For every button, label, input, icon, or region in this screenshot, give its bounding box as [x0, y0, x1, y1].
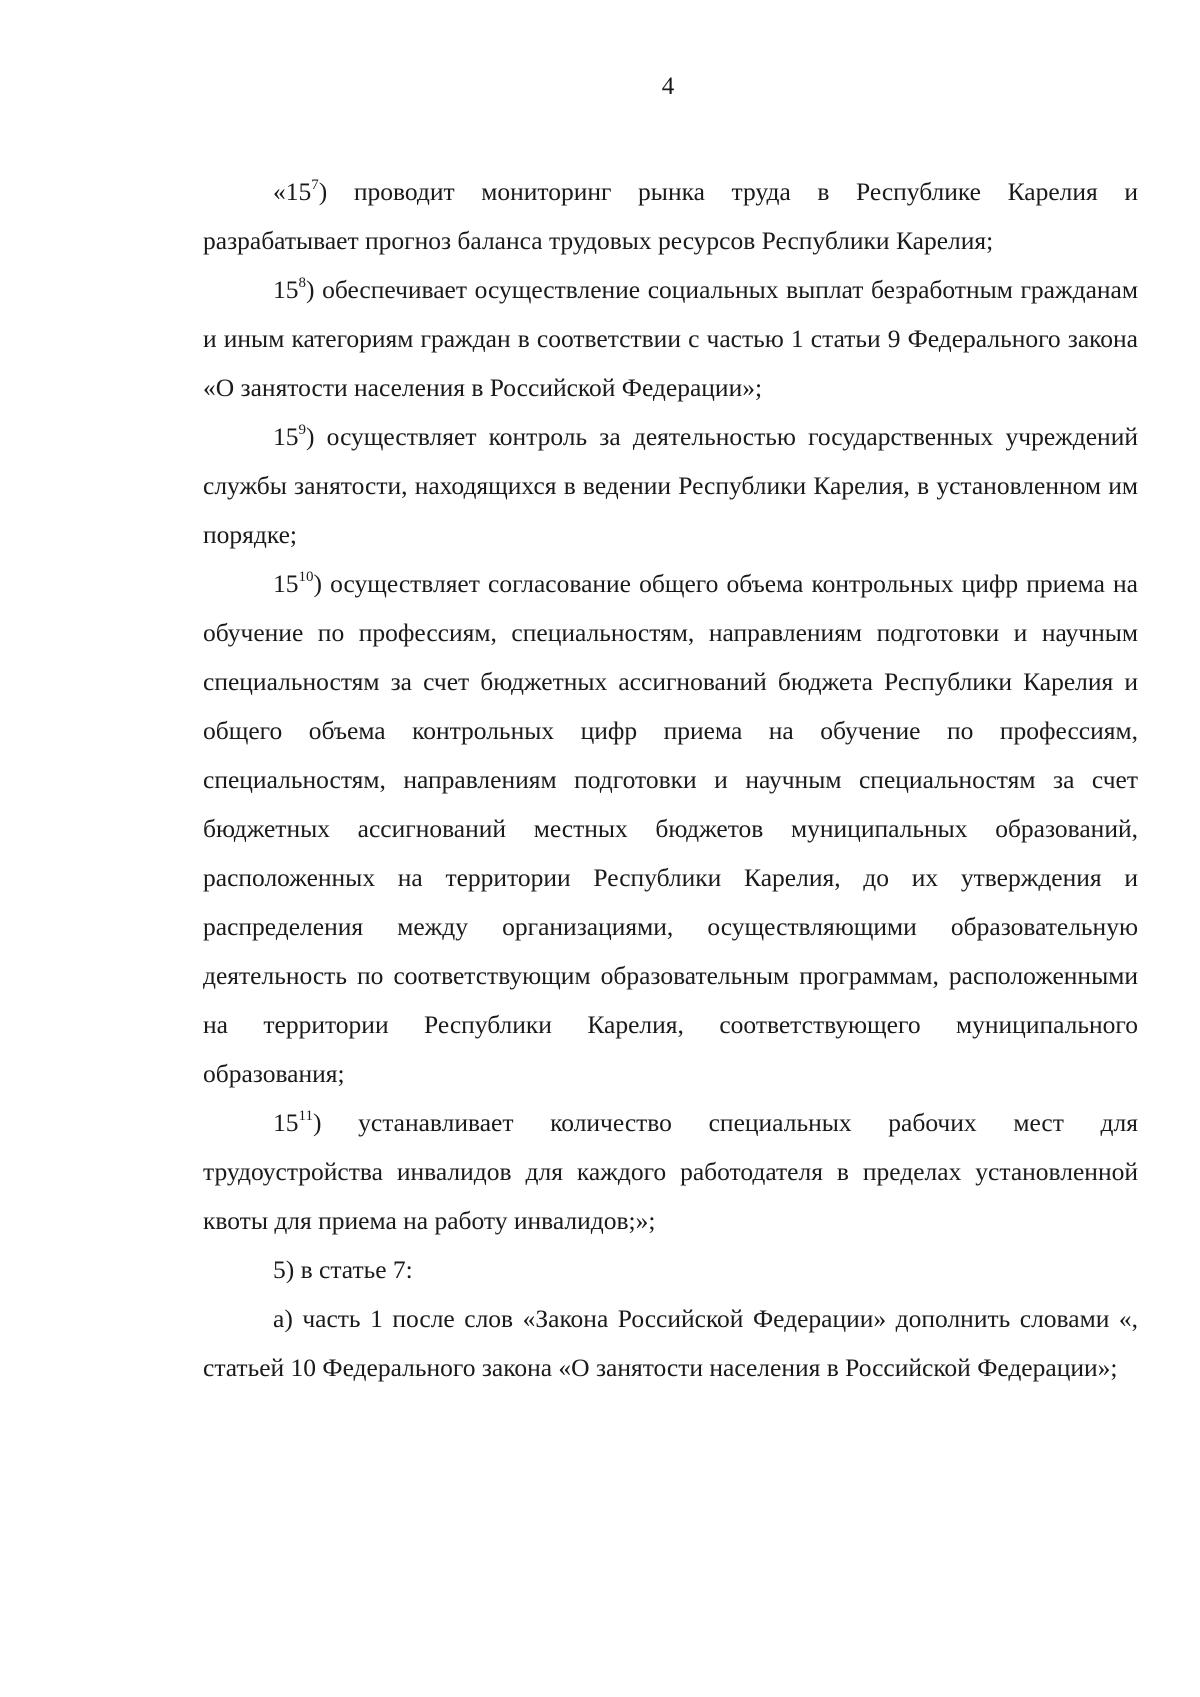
item-number: 15 — [273, 569, 299, 598]
paragraph-text: ) проводит мониторинг рынка труда в Республике Карелия и разрабатывает прогноз баланса трудовых ресурсов Республики Карелия; — [203, 177, 1138, 255]
paragraph-15-9 — [203, 412, 1138, 559]
page-number: 4 — [661, 73, 675, 100]
item-superscript: 7 — [311, 177, 319, 193]
paragraph-text: ) обеспечивает осуществление социальных выплат безработным гражданам и иным категориям граждан в соответствии с частью 1 статьи 9 Федерального закона «О занятости населения в Российской Федерации»; — [203, 275, 1138, 402]
paragraph-text: ) устанавливает количество специальных рабочих мест для трудоустройства инвалидов для каждого работодателя в пределах установленной квоты для приема на работу инвалидов;»; — [203, 1108, 1138, 1235]
paragraph-item-5a — [203, 1294, 1138, 1392]
item-superscript: 10 — [298, 569, 314, 585]
paragraph-15-7 — [203, 167, 1138, 265]
item-number: 15 — [273, 422, 299, 451]
item-superscript: 8 — [298, 275, 306, 291]
paragraph-text: а) часть 1 после слов «Закона Российской Федерации» дополнить словами «, статьей 10 Федерального закона «О занятости населения в Российской Федерации»; — [203, 1304, 1138, 1382]
item-superscript: 11 — [298, 1108, 313, 1124]
paragraph-15-8 — [203, 265, 1138, 412]
item-number: «15 — [273, 177, 312, 206]
item-superscript: 9 — [298, 422, 306, 438]
paragraph-text: ) осуществляет согласование общего объема контрольных цифр приема на обучение по профессиям, специальностям, направлениям подготовки и научным специальностям за счет бюджетных ассигнований бюджета Республики Карелия и общего объема контрольных цифр приема на обучение по профессиям, специальностям, направлениям подготовки и научным специальностям за счет бюджетных ассигнований местных бюджетов муниципальных образований, расположенных на территории Республики Карелия, до их утверждения и распределения между организациями, осуществляющими образовательную деятельность по соответствующим образовательным программам, расположенными на территории Республики Карелия, соответствующего муниципального образования; — [203, 569, 1138, 1088]
paragraph-15-11 — [203, 1098, 1138, 1245]
paragraph-item-5 — [203, 1245, 1138, 1294]
item-number: 15 — [273, 275, 299, 304]
paragraph-15-10 — [203, 559, 1138, 1098]
paragraph-text: 5) в статье 7: — [273, 1255, 413, 1284]
item-number: 15 — [273, 1108, 299, 1137]
paragraph-text: ) осуществляет контроль за деятельностью государственных учреждений службы занятости, находящихся в ведении Республики Карелия, в установленном им порядке; — [203, 422, 1138, 549]
document-body — [203, 167, 1138, 1392]
